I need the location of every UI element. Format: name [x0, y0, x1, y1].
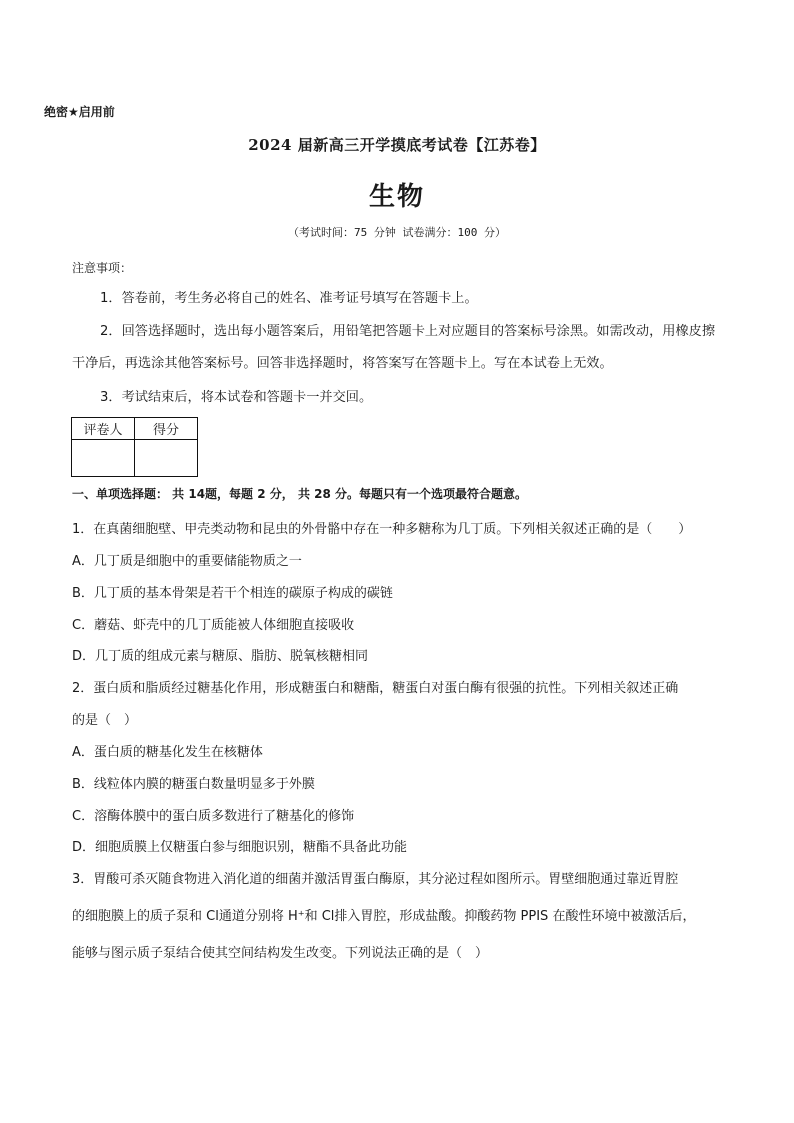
question-2-stem-line-1: 2．蛋白质和脂质经过糖基化作用，形成糖蛋白和糖酯，糖蛋白对蛋白酶有很强的抗性。下列相关叙述正确 [72, 681, 679, 696]
question-1-option-d: D．几丁质的组成元素与糖原、脂肪、脱氧核糖相同 [72, 649, 369, 664]
question-1-option-a: A．几丁质是细胞中的重要储能物质之一 [72, 554, 302, 569]
score-header: 得分 [135, 418, 198, 440]
confidential-label: 绝密★启用前 [44, 105, 115, 119]
notice-heading: 注意事项： [72, 261, 133, 275]
question-3-stem-line-1: 3．胃酸可杀灭随食物进入消化道的细菌并激活胃蛋白酶原，其分泌过程如图所示。胃壁细胞通过靠近胃腔 [72, 872, 679, 887]
question-2-option-c: C．溶酶体膜中的蛋白质多数进行了糖基化的修饰 [72, 809, 355, 824]
score-cell [135, 440, 198, 477]
question-2-stem-line-2: 的是（ ） [72, 713, 138, 728]
notice-item-3: 3．考试结束后，将本试卷和答题卡一并交回。 [100, 390, 373, 405]
notice-item-2: 2．回答选择题时，选出每小题答案后，用铅笔把答题卡上对应题目的答案标号涂黑。如需改动，用橡皮擦干净后，再选涂其他答案标号。回答非选择题时，将答案写在答题卡上。写在本试卷上无效。 [72, 324, 716, 371]
question-1-option-c: C．蘑菇、虾壳中的几丁质能被人体细胞直接吸收 [72, 618, 355, 633]
question-1-option-b: B．几丁质的基本骨架是若干个相连的碳原子构成的碳链 [72, 586, 393, 601]
question-1-stem: 1．在真菌细胞壁、甲壳类动物和昆虫的外骨骼中存在一种多糖称为几丁质。下列相关叙述正确的是（ ） [72, 522, 692, 537]
exam-time-note: （考试时间：75 分钟 试卷满分：100 分） [288, 226, 506, 239]
subject-title: 生物 [368, 182, 425, 212]
grader-cell [72, 440, 135, 477]
grader-header: 评卷人 [72, 418, 135, 440]
notice-item-1: 1．答卷前，考生务必将自己的姓名、准考证号填写在答题卡上。 [100, 291, 478, 306]
question-2-option-d: D．细胞质膜上仅糖蛋白参与细胞识别，糖酯不具备此功能 [72, 840, 408, 855]
section-heading: 一、单项选择题： 共 14题，每题 2 分， 共 28 分。每题只有一个选项最符合题意。 [72, 487, 527, 501]
exam-title: 2024 届新高三开学摸底考试卷【江苏卷】 [248, 136, 546, 154]
question-3-stem-line-2: 的细胞膜上的质子泵和 Cl通道分别将 H⁺和 Cl排入胃腔，形成盐酸。抑酸药物 PPIS 在酸性环境中被激活后， [72, 909, 696, 924]
question-3-stem-line-3: 能够与图示质子泵结合使其空间结构发生改变。下列说法正确的是（ ） [72, 946, 489, 961]
question-2-option-a: A．蛋白质的糖基化发生在核糖体 [72, 745, 263, 760]
score-table [71, 417, 198, 477]
question-2-option-b: B．线粒体内膜的糖蛋白数量明显多于外膜 [72, 777, 315, 792]
